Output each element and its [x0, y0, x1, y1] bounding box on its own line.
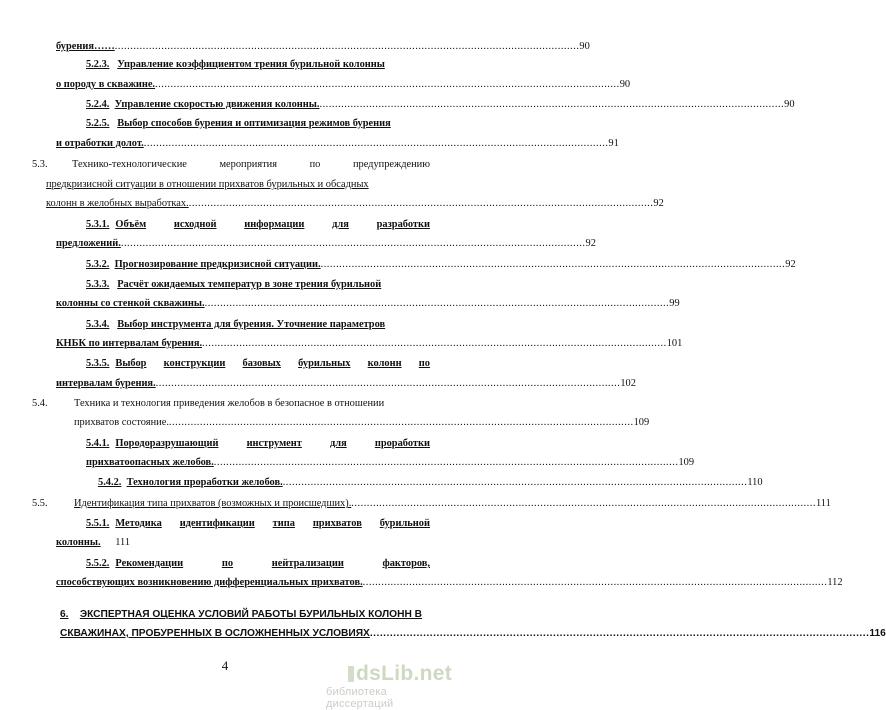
toc-entry-text: Техника и технология приведения желобов в безопасное в отношении: [74, 398, 385, 409]
toc-entry-5-3-5: [86, 357, 430, 370]
toc-word: бурильных: [298, 358, 351, 369]
toc-word: по: [221, 558, 234, 569]
toc-entry-number: 5.4.: [32, 398, 48, 409]
toc-leader: ......................................................................................................................................................: [202, 338, 667, 349]
toc-word: для: [329, 438, 347, 449]
toc-page-number: 110: [747, 477, 763, 488]
toc-leader: ......................................................................................................................................................: [188, 198, 654, 209]
toc-entry-5-3: [32, 158, 430, 171]
toc-entry-number: 5.4.2.: [98, 477, 122, 488]
toc-entry-text: Расчёт ожидаемых температур в зоне трения бурильной: [117, 279, 382, 290]
toc-entry-text: [115, 517, 430, 530]
toc-entry-number: 5.4.1.: [86, 438, 110, 449]
toc-entry-5-3-3: [86, 278, 430, 291]
watermark: [326, 662, 453, 710]
toc-word: типа: [272, 518, 295, 529]
toc-entry-5-4: [32, 397, 430, 410]
toc-leader: ......................................................................................................................................................: [204, 298, 670, 309]
bookmark-icon: [348, 666, 354, 682]
toc-entry-text: и отработки долот.: [56, 138, 144, 149]
toc-word: бурильной: [379, 518, 430, 529]
toc-entry-number: 5.3.: [32, 159, 48, 170]
toc-leader: ......................................................................................................................................................: [213, 457, 679, 468]
toc-leader: ......................................................................................................................................................: [351, 498, 816, 509]
toc-word: Породоразрушающий: [115, 438, 219, 449]
toc-word: для: [332, 219, 349, 230]
toc-word: информации: [244, 219, 305, 230]
toc-entry-text: Выбор инструмента для бурения. Уточнение параметров: [117, 319, 386, 330]
toc-entry-number: 5.2.4.: [86, 99, 110, 110]
toc-entry-number: 5.3.1.: [86, 219, 110, 230]
toc-page-number: 92: [785, 259, 796, 270]
toc-word: проработки: [374, 438, 430, 449]
toc-entry-number: 6.: [60, 609, 69, 620]
toc-entry-continuation: [56, 40, 590, 53]
toc-entry-5-2-3: [86, 58, 430, 71]
toc-page-number: 101: [666, 338, 683, 349]
toc-entry-number: 5.3.5.: [86, 358, 110, 369]
toc-leader: ......................................................................................................................................................: [168, 417, 634, 428]
toc-word: предупреждению: [352, 159, 430, 170]
toc-entry-continuation: [56, 137, 619, 150]
toc-entry-5-3-4: [86, 318, 430, 331]
toc-word: инструмент: [246, 438, 302, 449]
toc-entry-5-4-2: [98, 476, 763, 489]
toc-word: прихватов: [312, 518, 362, 529]
toc-entry-text: [72, 158, 430, 171]
toc-entry-5-5-2: [86, 557, 430, 570]
toc-entry-text: [115, 437, 430, 450]
toc-word: идентификации: [179, 518, 255, 529]
toc-entry-continuation: [56, 237, 596, 250]
toc-entry-number: 5.5.2.: [86, 558, 110, 569]
toc-leader: ......................................................................................................................................................: [369, 628, 870, 639]
toc-entry-text: [115, 357, 430, 370]
toc-page-number: 112: [827, 577, 843, 588]
toc-word: разработки: [376, 219, 430, 230]
toc-entry-text: Управление скоростью движения колонны.: [114, 99, 320, 110]
toc-entry-number: 5.5.1.: [86, 518, 110, 529]
toc-word: исходной: [173, 219, 217, 230]
toc-entry-5-2-5: [86, 117, 430, 130]
toc-leader: ......................................................................................................................................................: [320, 259, 786, 270]
toc-word: Методика: [115, 518, 162, 529]
toc-entry-continuation: [56, 377, 636, 390]
toc-page-number: 111: [815, 498, 831, 509]
toc-word: колонн: [367, 358, 402, 369]
toc-entry-text: колонны.: [56, 537, 101, 548]
toc-entry-continuation: [46, 197, 664, 210]
toc-word: Выбор: [115, 358, 147, 369]
toc-entry-text: предкризисной ситуации в отношении прихватов бурильных и обсадных: [46, 179, 369, 190]
toc-leader: ......................................................................................................................................................: [143, 138, 609, 149]
toc-leader: ......................................................................................................................................................: [319, 99, 785, 110]
toc-entry-text: КНБК по интервалам бурения.: [56, 338, 203, 349]
toc-page-number: 109: [633, 417, 650, 428]
toc-entry-5-5: [32, 497, 831, 510]
toc-word: мероприятия: [219, 159, 278, 170]
toc-entry-text: ЭКСПЕРТНАЯ ОЦЕНКА УСЛОВИЙ РАБОТЫ БУРИЛЬНЫХ КОЛОНН В: [79, 609, 422, 620]
toc-entry-text: Прогнозирование предкризисной ситуации.: [114, 259, 321, 270]
toc-entry-text: способствующих возникновению дифференциальных прихватов.: [56, 577, 363, 588]
toc-entry-text: [115, 557, 430, 570]
toc-page-number: 90: [619, 79, 631, 90]
toc-entry-text: колонны со стенкой скважины.: [56, 298, 205, 309]
toc-entry-text: Выбор способов бурения и оптимизация режимов бурения: [117, 118, 391, 129]
toc-word: Объём: [115, 219, 147, 230]
toc-entry-number: 5.3.3.: [86, 279, 110, 290]
toc-leader: ......................................................................................................................................................: [114, 41, 580, 52]
page-number: 4: [221, 658, 229, 673]
toc-entry-continuation: [46, 178, 430, 191]
toc-entry-text: о породу в скважине.: [56, 79, 156, 90]
toc-word: по: [418, 358, 430, 369]
toc-entry-continuation: [74, 416, 650, 429]
toc-leader: ......................................................................................................................................................: [155, 79, 620, 90]
toc-entry-text: колонн в желобных выработках.: [46, 198, 189, 209]
toc-entry-text: интервалам бурения.: [56, 378, 156, 389]
toc-entry-number: 5.5.: [32, 498, 48, 509]
toc-entry-number: 5.3.2.: [86, 259, 110, 270]
toc-leader: ......................................................................................................................................................: [282, 477, 748, 488]
toc-entry-5-4-1: [86, 437, 430, 450]
toc-entry-continuation: [56, 536, 256, 549]
toc-entry-text: прихватов состояние.: [74, 417, 169, 428]
toc-page-number: 99: [669, 298, 680, 309]
watermark-subtitle: библиотека диссертаций: [326, 686, 394, 710]
toc-word: нейтрализации: [271, 558, 344, 569]
toc-entry-6: [60, 608, 432, 621]
toc-word: по: [309, 159, 321, 170]
toc-entry-text: предложений.: [56, 238, 121, 249]
toc-entry-continuation: [56, 297, 680, 310]
toc-entry-text: Управление коэффициентом трения бурильной колонны: [117, 59, 385, 70]
toc-entry-continuation: [56, 576, 843, 589]
toc-word: Рекомендации: [115, 558, 184, 569]
toc-page-number: 91: [608, 138, 619, 149]
toc-word: факторов,: [382, 558, 430, 569]
toc-word: базовых: [242, 358, 281, 369]
toc-entry-text: прихватоопасных желобов.: [86, 457, 214, 468]
toc-entry-text: СКВАЖИНАХ, ПРОБУРЕННЫХ В ОСЛОЖНЕННЫХ УСЛОВИЯХ: [60, 628, 370, 639]
toc-entry-text: Идентификация типа прихватов (возможных и происшедших).: [74, 498, 352, 509]
toc-page-number: 116: [869, 628, 886, 639]
toc-page-number: 92: [653, 198, 664, 209]
toc-entry-number: 5.2.5.: [86, 118, 110, 129]
toc-entry-5-3-2: [86, 258, 796, 271]
toc-entry-number: 5.3.4.: [86, 319, 110, 330]
toc-leader: ......................................................................................................................................................: [120, 238, 586, 249]
toc-page-number: 109: [678, 457, 695, 468]
toc-page-number: 92: [585, 238, 596, 249]
toc-page-number: 90: [579, 41, 590, 52]
toc-entry-continuation: [60, 627, 886, 640]
toc-entry-number: 5.2.3.: [86, 59, 110, 70]
toc-entry-text: Технология проработки желобов.: [126, 477, 283, 488]
toc-page-number: 90: [784, 99, 795, 110]
toc-page-number: 111: [115, 537, 131, 548]
toc-entry-5-3-1: [86, 218, 430, 231]
toc-entry-continuation: [56, 78, 631, 91]
toc-entry-text: бурения……: [56, 41, 115, 52]
toc-word: конструкции: [163, 358, 226, 369]
toc-entry-5-2-4: [86, 98, 795, 111]
toc-page-number: 102: [620, 378, 636, 389]
toc-entry-text: [115, 218, 430, 231]
toc-entry-continuation: [86, 456, 695, 469]
toc-word: Технико-технологические: [72, 159, 187, 170]
toc-leader: ......................................................................................................................................................: [362, 577, 828, 588]
toc-entry-5-5-1: [86, 517, 430, 530]
toc-entry-continuation: [56, 337, 683, 350]
toc-leader: ......................................................................................................................................................: [155, 378, 621, 389]
watermark-logo: dsLib.net: [356, 662, 453, 685]
